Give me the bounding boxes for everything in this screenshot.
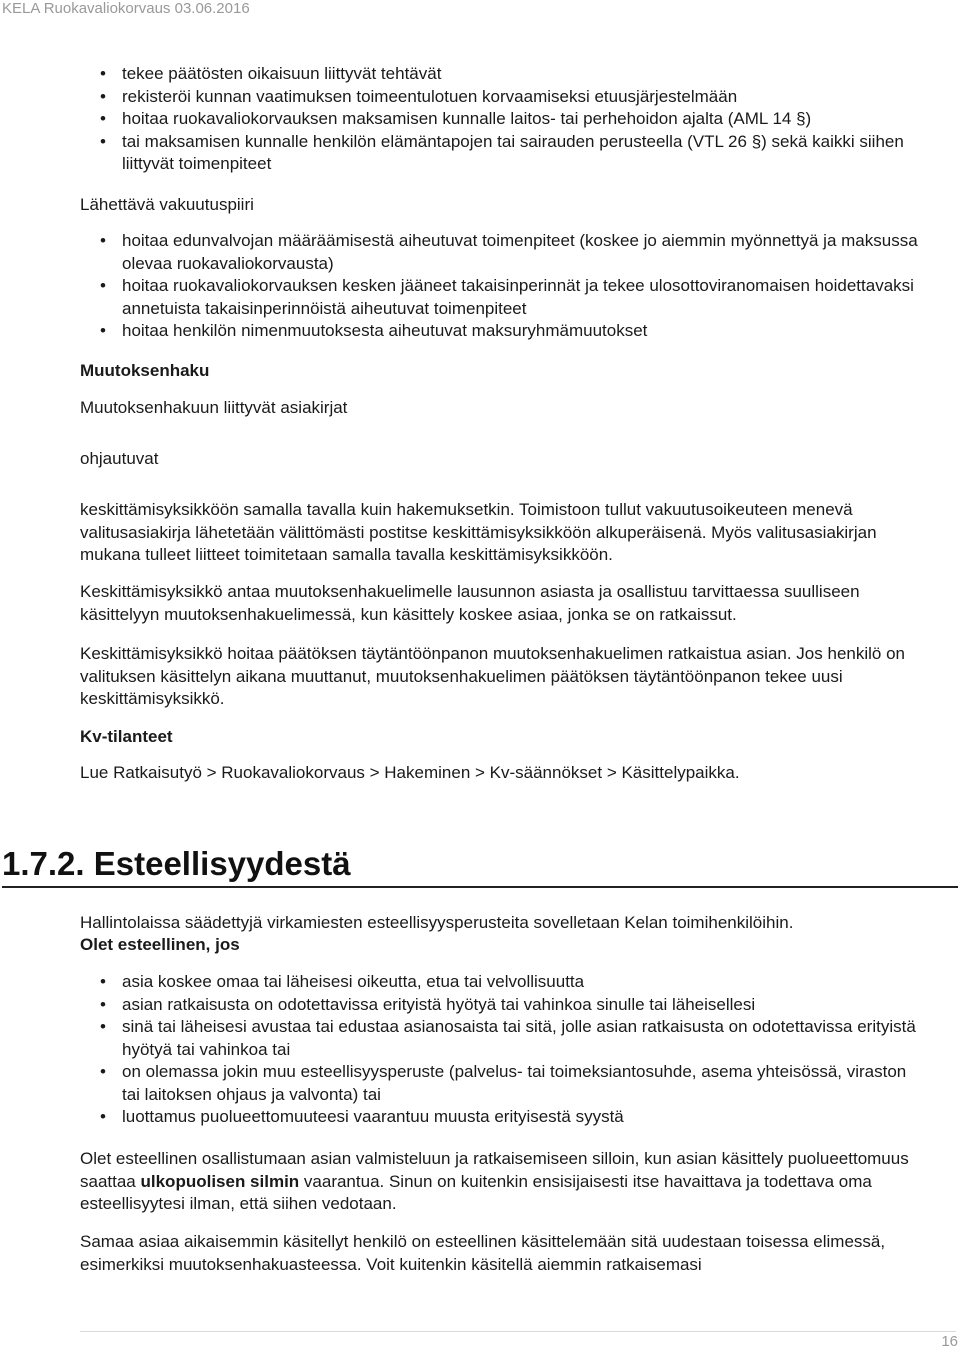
kv-heading: Kv-tilanteet: [80, 727, 173, 746]
appeal-docs-label: Muutoksenhakuun liittyvät asiakirjat: [80, 398, 348, 417]
kv-text: Lue Ratkaisutyö > Ruokavaliokorvaus > Hakeminen > Kv-säännökset > Käsittelypaikka.: [80, 763, 740, 782]
bullet-icon: •: [100, 1062, 106, 1081]
list-item: • asia koskee omaa tai läheisesi oikeutta, etua tai velvollisuutta: [80, 971, 924, 994]
section-heading: [2, 842, 351, 886]
appeal-heading: Muutoksenhaku: [80, 361, 210, 380]
bullet-icon: •: [100, 972, 106, 991]
section-intro: Hallintolaissa säädettyjä virkamiesten esteellisyysperusteita sovelletaan Kelan toimihenkilöihin.: [80, 913, 794, 932]
bullet-icon: •: [100, 131, 106, 151]
bullet-icon: •: [100, 1017, 106, 1036]
document-header-title: KELA Ruokavaliokorvaus 03.06.2016: [2, 0, 250, 17]
footer-rule: [80, 1331, 956, 1332]
list-item: • hoitaa ruokavaliokorvauksen kesken jääneet takaisinperinnät ja tekee ulosottoviranomaisen hoidettavaksi annetuista takaisinperinnöistä aiheutuvat toimenpiteet: [100, 276, 914, 318]
section-subheading: Olet esteellinen, jos: [80, 935, 240, 954]
bullet-icon: •: [100, 231, 106, 250]
list-item: • hoitaa edunvalvojan määräämisestä aiheutuvat toimenpiteet (koskee jo aiemmin myönnettyä ja maksussa olevaa ruokavaliokorvausta): [100, 231, 918, 273]
appeal-paragraph-2: Keskittämisyksikkö antaa muutoksenhakuelimelle lausunnon asiasta ja osallistuu tarvittaessa suulliseen käsittelyyn muutoksenhakuelimessä, kun käsittely koskee asiaa, jonka se on ratkaissut.: [80, 582, 860, 624]
appeal-paragraph-3: Keskittämisyksikkö hoitaa päätöksen täytäntöönpanon muutoksenhakuelimen ratkaistua asian. Jos henkilö on valituksen käsittelyn aikana muuttanut, muutoksenhakuelimen päätöksen täytäntöönpanon tekee uusi keskittämisyksikkö.: [80, 644, 905, 708]
section-paragraph-2: Samaa asiaa aikaisemmin käsitellyt henkilö on esteellinen käsittelemään sitä uudestaan toisessa elimessä, esimerkiksi muutoksenhakuasteessa. Voit kuitenkin käsitellä aiemmin ratkaisemasi: [80, 1232, 886, 1274]
list-item: • on olemassa jokin muu esteellisyysperuste (palvelus- tai toimeksiantosuhde, asema yhteisössä, viraston tai laitoksen ohjaus ja valvonta) tai: [100, 1062, 907, 1104]
appeal-routed-label: ohjautuvat: [80, 449, 159, 468]
bullet-icon: •: [100, 64, 106, 83]
bullet-icon: •: [100, 86, 106, 106]
section-number: 1.7.2.: [2, 845, 85, 882]
bullet-icon: •: [100, 109, 106, 128]
list-item: • asian ratkaisusta on odotettavissa erityistä hyötyä tai vahinkoa sinulle tai läheisellesi: [80, 994, 924, 1017]
list-item: • luottamus puolueettomuuteesi vaarantuu muusta erityisestä syystä: [80, 1106, 924, 1129]
list-item: • sinä tai läheisesi avustaa tai edustaa asianosaista tai sitä, jolle asian ratkaisusta on odotettavissa erityistä hyötyä tai vahinkoa tai: [100, 1017, 916, 1059]
bullet-icon: •: [100, 321, 106, 340]
appeal-paragraph-1: keskittämisyksikköön samalla tavalla kuin hakemuksetkin. Toimistoon tullut vakuutusoikeuteen menevä valitusasiakirja lähetetään välittömästi postitse keskittämisyksikköön alkuperäisenä. Myös valitusasiakirjan mukana tulleet liitteet toimitetaan samalla tavalla keskittämisyksikköön.: [80, 500, 877, 564]
page-number: 16: [941, 1333, 958, 1350]
bullet-icon: •: [100, 276, 106, 295]
disqualification-list: [80, 971, 924, 1129]
section-paragraph-1: Olet esteellinen osallistumaan asian valmisteluun ja ratkaisemiseen silloin, kun asian käsittely puolueettomuus saattaa ulkopuolisen silmin vaarantua. Sinun on kuitenkin ensisijaisesti itse havaittava ja todettava oma esteellisyytesi ilman, että siihen vedotaan.: [80, 1149, 909, 1213]
section-title: Esteellisyydestä: [93, 845, 351, 882]
sender-heading: Lähettävä vakuutuspiiri: [80, 195, 254, 214]
list-item: • hoitaa ruokavaliokorvauksen maksamisen kunnalle laitos- tai perhehoidon ajalta (AML 14 §): [80, 108, 924, 131]
responsibilities-list-2: [80, 230, 924, 343]
list-item: • tai maksamisen kunnalle henkilön elämäntapojen tai sairauden perusteella (VTL 26 §) sekä kaikki siihen liittyvät toimenpiteet: [100, 131, 904, 173]
responsibilities-list-1: [80, 63, 924, 176]
list-item: • rekisteröi kunnan vaatimuksen toimeentulotuen korvaamiseksi etuusjärjestelmään: [80, 86, 924, 109]
section-heading-rule: [2, 886, 958, 888]
bullet-icon: •: [100, 994, 106, 1014]
bullet-icon: •: [100, 1107, 106, 1126]
list-item: • hoitaa henkilön nimenmuutoksesta aiheutuvat maksuryhmämuutokset: [80, 320, 924, 343]
list-item: • tekee päätösten oikaisuun liittyvät tehtävät: [80, 63, 924, 86]
